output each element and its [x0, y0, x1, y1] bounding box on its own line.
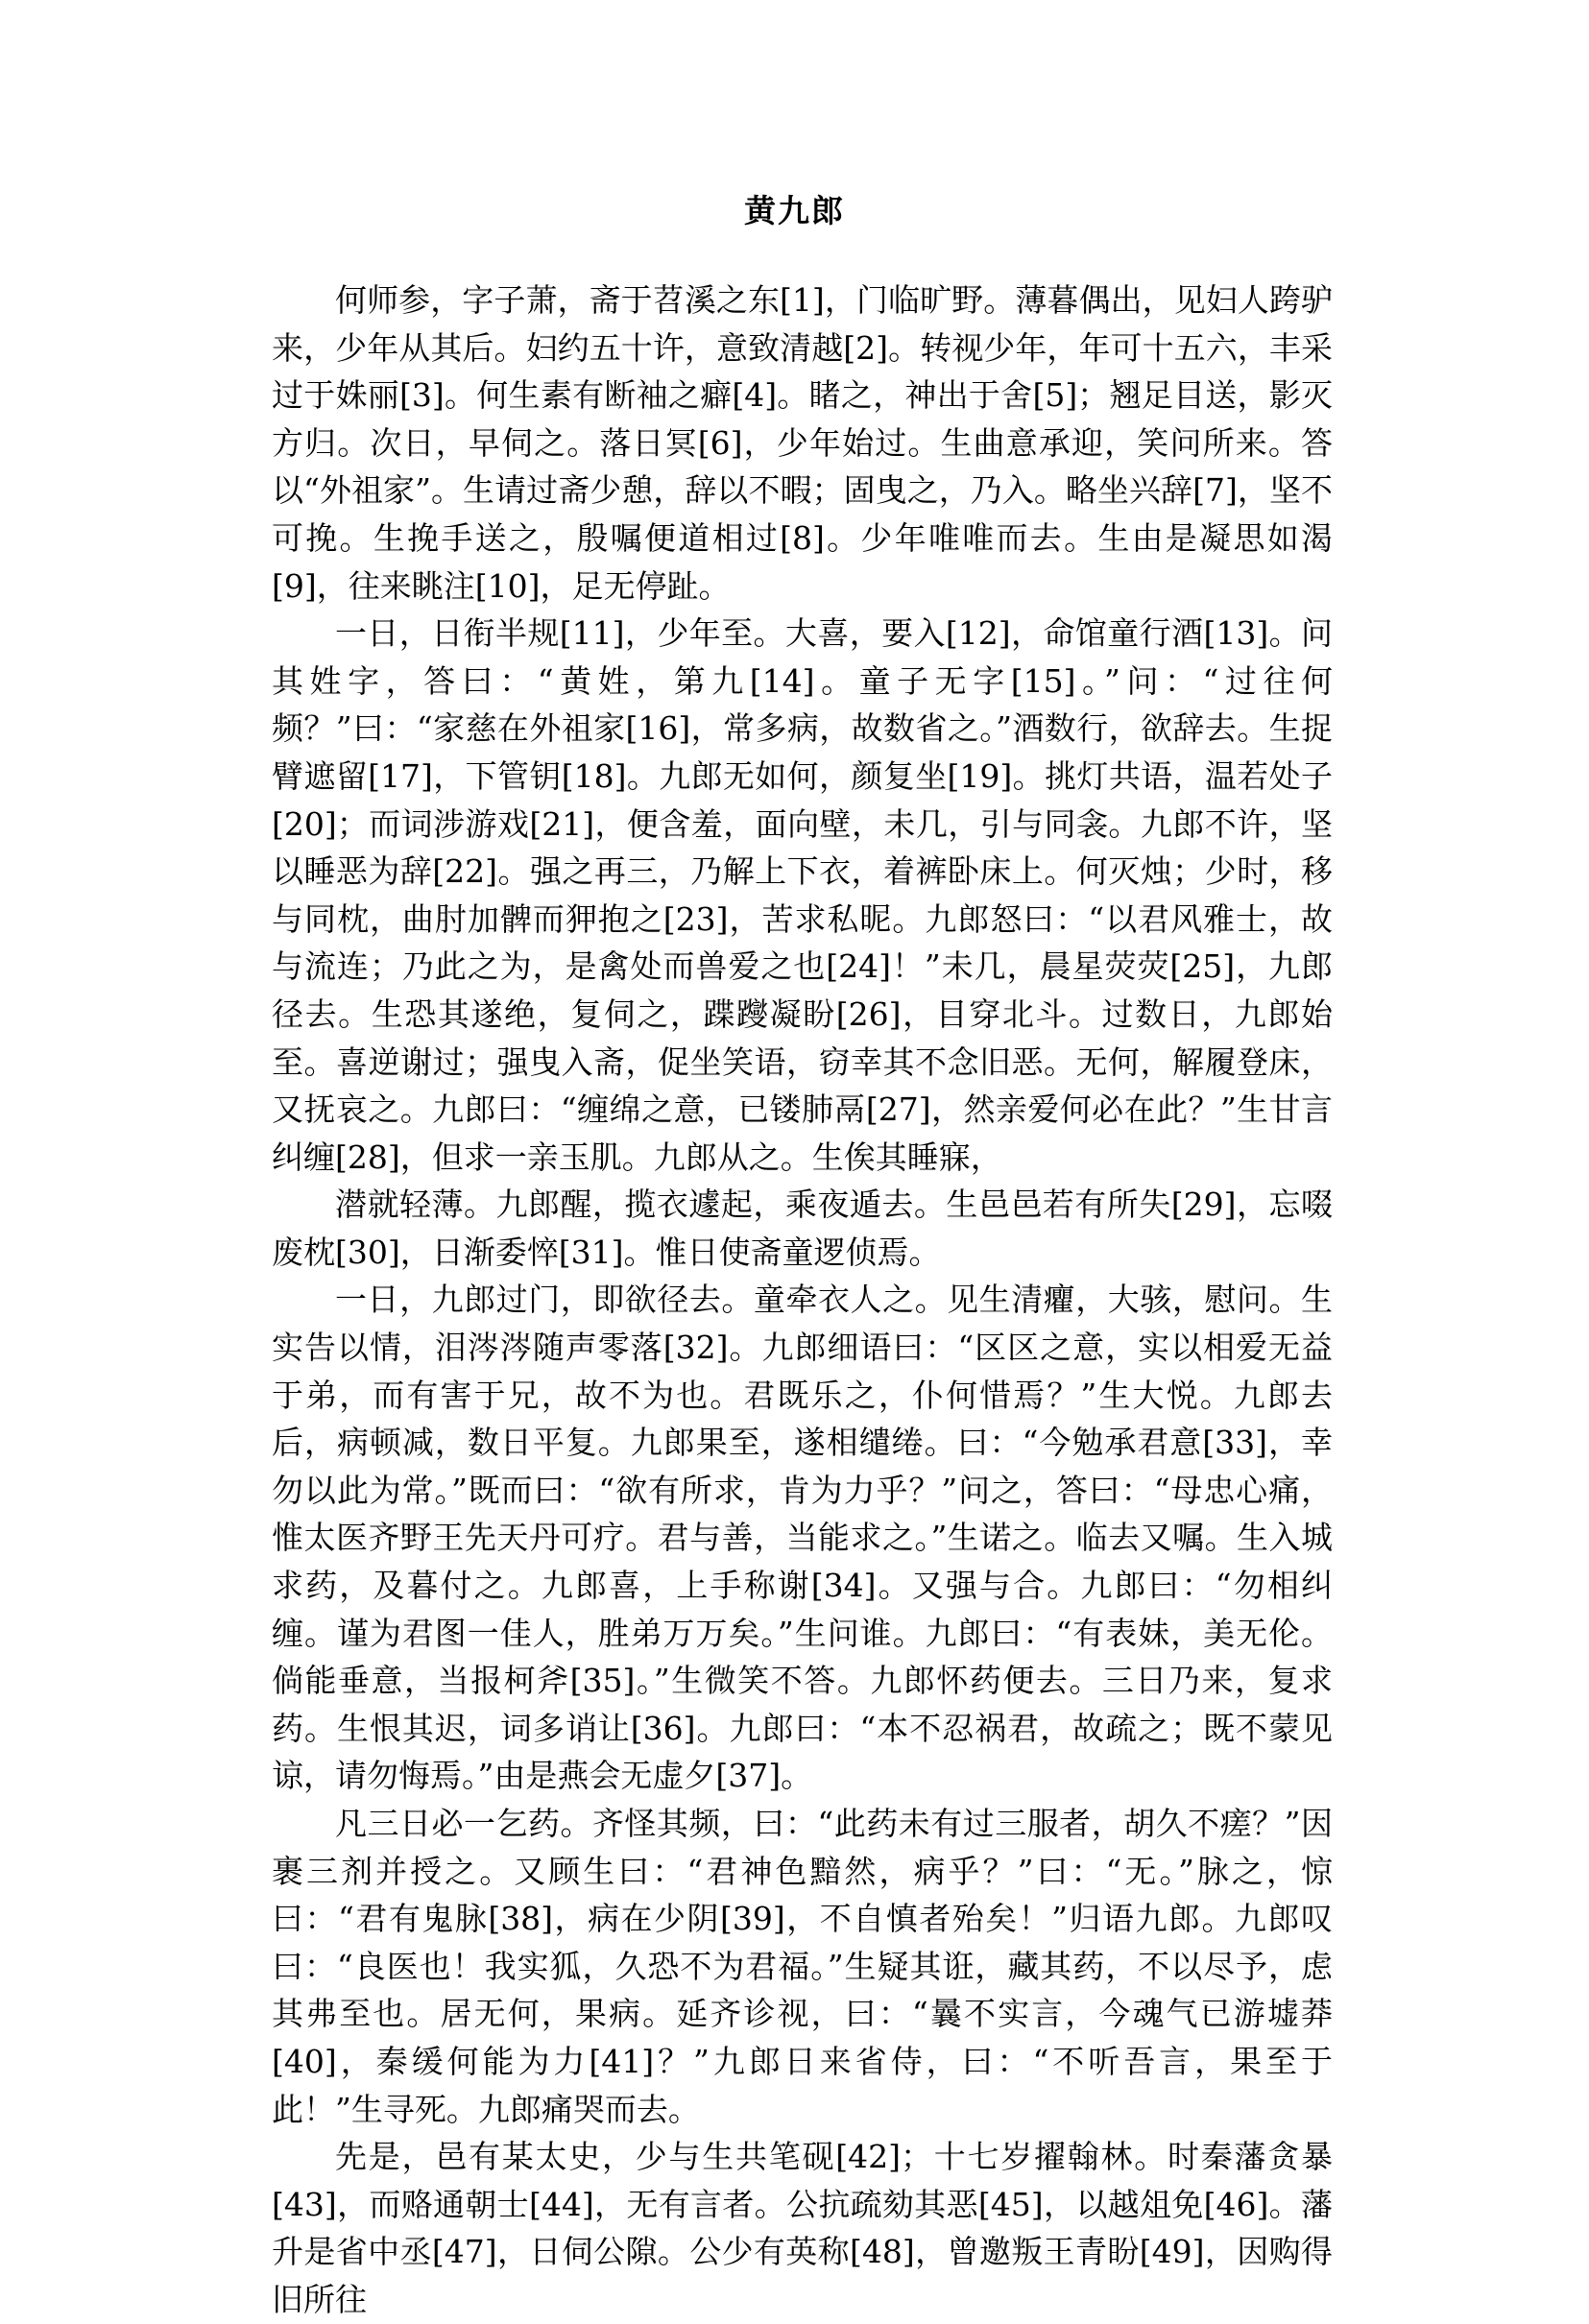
page-title: 黄九郎 — [744, 192, 845, 229]
paragraph: 先是，邑有某太史，少与生共笔砚[42]；十七岁擢翰林。时秦藩贪暴[43]，而赂通朝士[44]，无有言者。公抗疏劾其恶[45]，以越俎免[46]。藩升是省中丞[47]，日伺公隙。公少有英称[48]，曾邀叛王青盼[49]，因购得旧所往 — [272, 2138, 1333, 2318]
paragraph: 一日，日衔半规[11]，少年至。大喜，要入[12]，命馆童行酒[13]。问其姓字，答曰：“黄姓，第九[14]。童子无字[15]。”问：“过往何频？”曰：“家慈在外祖家[16]，常多病，故数省之。”酒数行，欲辞去。生捉臂遮留[17]，下管钥[18]。九郎无如何，颜复坐[19]。挑灯共语，温若处子[20]；而词涉游戏[21]，便含羞，面向壁，未几，引与同衾。九郎不许，坚以睡恶为辞[22]。强之再三，乃解上下衣，着裤卧床上。何灭烛；少时，移与同枕，曲肘加髀而狎抱之[23]，苦求私昵。九郎怒曰：“以君风雅士，故与流连；乃此之为，是禽处而兽爱之也[24]！”未几，晨星荧荧[25]，九郎径去。生恐其遂绝，复伺之，蹀躞凝盼[26]，目穿北斗。过数日，九郎始至。喜逆谢过；强曳入斋，促坐笑语，窃幸其不念旧恶。无何，解履登床，又抚哀之。九郎曰：“缠绵之意，已镂肺鬲[27]，然亲爱何必在此？”生甘言纠缠[28]，但求一亲玉肌。九郎从之。生俟其睡寐， — [272, 614, 1333, 1176]
paragraph: 何师参，字子萧，斋于苕溪之东[1]，门临旷野。薄暮偶出，见妇人跨驴来，少年从其后。妇约五十许，意致清越[2]。转视少年，年可十五六，丰采过于姝丽[3]。何生素有断袖之癖[4]。睹之，神出于舍[5]；翘足目送，影灭方归。次日，早伺之。落日冥[6]，少年始过。生曲意承迎，笑问所来。答以“外祖家”。生请过斋少憩，辞以不暇；固曳之，乃入。略坐兴辞[7]，坚不可挽。生挽手送之，殷嘱便道相过[8]。少年唯唯而去。生由是凝思如渴[9]，往来眺注[10]，足无停趾。 — [272, 281, 1333, 605]
paragraph: 潜就轻薄。九郎醒，揽衣遽起，乘夜遁去。生邑邑若有所失[29]，忘啜废枕[30]，日渐委悴[31]。惟日使斋童逻侦焉。 — [272, 1186, 1333, 1271]
paragraph: 凡三日必一乞药。齐怪其频，曰：“此药未有过三服者，胡久不瘥？”因裹三剂并授之。又顾生曰：“君神色黯然，病乎？”曰：“无。”脉之，惊曰：“君有鬼脉[38]，病在少阴[39]，不自慎者殆矣！”归语九郎。九郎叹曰：“良医也！我实狐，久恐不为君福。”生疑其诳，藏其药，不以尽予，虑其弗至也。居无何，果病。延齐诊视，曰：“曩不实言，今魂气已游墟莽[40]，秦缓何能为力[41]？”九郎日来省侍，曰：“不听吾言，果至于此！”生寻死。九郎痛哭而去。 — [272, 1805, 1333, 2128]
paragraph: 一日，九郎过门，即欲径去。童牵衣人之。见生清癯，大骇，慰问。生实告以情，泪涔涔随声零落[32]。九郎细语曰：“区区之意，实以相爱无益于弟，而有害于兄，故不为也。君既乐之，仆何惜焉？”生大悦。九郎去后，病顿减，数日平复。九郎果至，遂相缱绻。曰：“今勉承君意[33]，幸勿以此为常。”既而曰：“欲有所求，肯为力乎？”问之，答曰：“母忠心痛，惟太医齐野王先天丹可疗。君与善，当能求之。”生诺之。临去又嘱。生入城求药，及暮付之。九郎喜，上手称谢[34]。又强与合。九郎曰：“勿相纠缠。谨为君图一佳人，胜弟万万矣。”生问谁。九郎曰：“有表妹，美无伦。倘能垂意，当报柯斧[35]。”生微笑不答。九郎怀药便去。三日乃来，复求药。生恨其迟，词多诮让[36]。九郎曰：“本不忍祸君，故疏之；既不蒙见谅，请勿悔焉。”由是燕会无虚夕[37]。 — [272, 1281, 1333, 1795]
article-body — [272, 276, 1333, 2324]
